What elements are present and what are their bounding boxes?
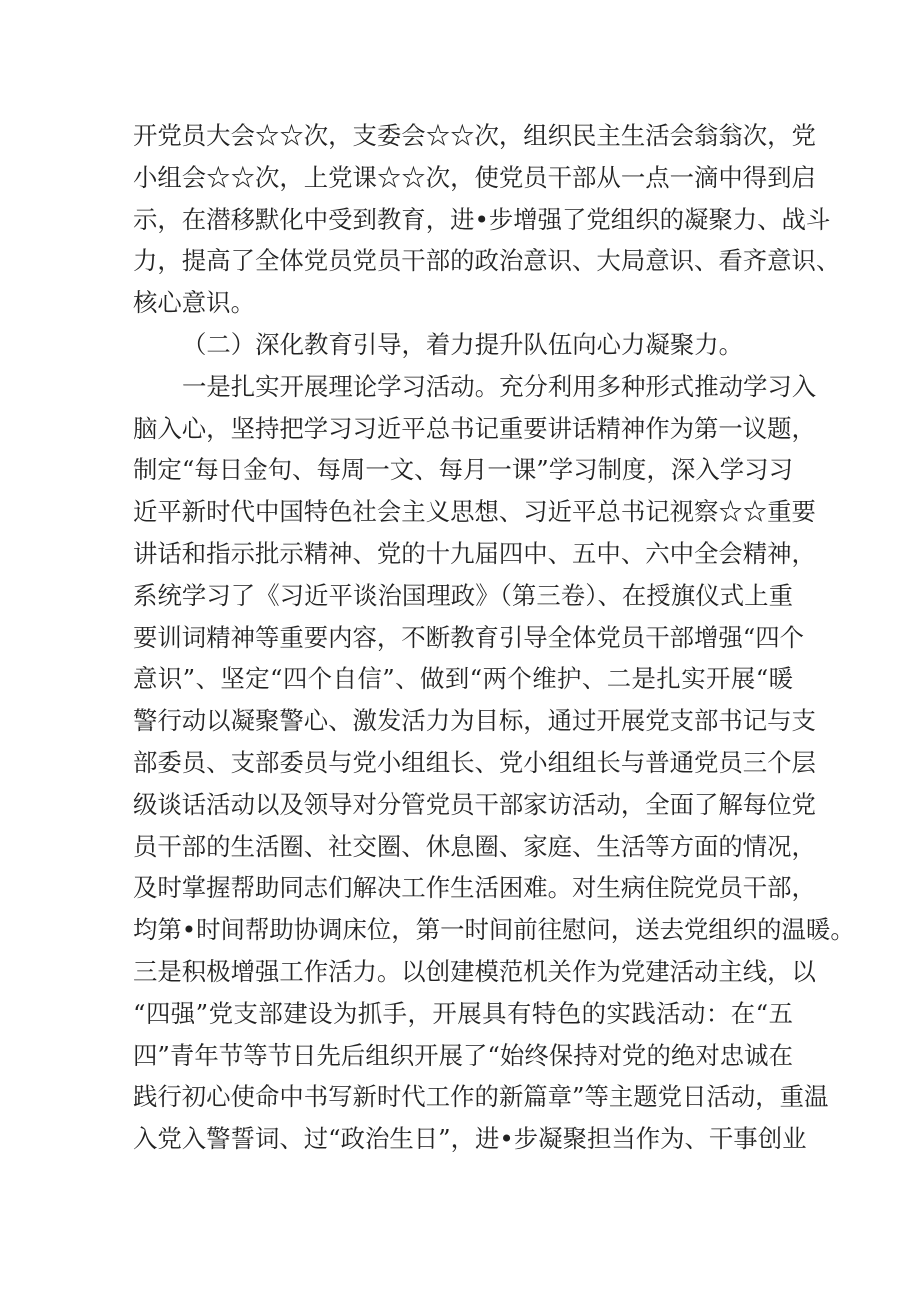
text-line: 四”青年节等节日先后组织开展了“始终保持对党的绝对忠诚在 xyxy=(133,1040,793,1070)
document-body xyxy=(133,115,855,1160)
text-line: 制定“每日金句、每周一文、每月一课”学习制度，深入学习习 xyxy=(133,455,793,485)
text-line: 及时掌握帮助同志们解决工作生活困难。对生病住院党员干部， xyxy=(133,873,816,903)
text-line: 近平新时代中国特色社会主义思想、习近平总书记视察☆☆重要 xyxy=(133,497,816,527)
text-line: “四强”党支部建设为抓手，开展具有特色的实践活动：在“五 xyxy=(133,998,793,1028)
text-line: 警行动以凝聚警心、激发活力为目标，通过开展党支部书记与支 xyxy=(133,706,816,736)
text-line: 意识”、坚定“四个自信”、做到“两个维护、二是扎实开展“暖 xyxy=(133,664,793,694)
text-line: 入党入警誓词、过“政治生日”，进•步凝聚担当作为、干事创业 xyxy=(133,1124,807,1154)
text-line: 要训词精神等重要内容，不断教育引导全体党员干部增强“四个 xyxy=(133,622,805,652)
text-line: 级谈话活动以及领导对分管党员干部家访活动，全面了解每位党 xyxy=(133,789,816,819)
text-line: 系统学习了《习近平谈治国理政》（第三卷）、在授旗仪式上重 xyxy=(133,580,793,610)
text-line: 讲话和指示批示精神、党的十九届四中、五中、六中全会精神， xyxy=(133,538,816,568)
text-line: 小组会☆☆次，上党课☆☆次，使党员干部从一点一滴中得到启 xyxy=(133,162,816,192)
text-line: 核心意识。 xyxy=(133,288,255,318)
text-line: 践行初心使命中书写新时代工作的新篇章”等主题党日活动，重温 xyxy=(133,1082,829,1112)
text-line: 开党员大会☆☆次，支委会☆☆次，组织民主生活会翁翁次，党 xyxy=(133,121,816,150)
text-line: 力，提高了全体党员党员干部的政治意识、大局意识、看齐意识、 xyxy=(133,246,841,276)
text-line: 脑入心，坚持把学习习近平总书记重要讲话精神作为第一议题， xyxy=(133,413,816,443)
text-line: 均第•时间帮助协调床位，第一时间前往慰问，送去党组织的温暖。 xyxy=(133,915,855,945)
text-line: 示，在潜移默化中受到教育，进•步增强了党组织的凝聚力、战斗 xyxy=(133,204,831,234)
text-line: 三是积极增强工作活力。以创建模范机关作为党建活动主线，以 xyxy=(133,956,816,986)
text-line: 部委员、支部委员与党小组组长、党小组组长与普通党员三个层 xyxy=(133,747,816,777)
text-line: 一是扎实开展理论学习活动。充分利用多种形式推动学习入 xyxy=(182,371,817,401)
section-heading: （二）深化教育引导，着力提升队伍向心力凝聚力。 xyxy=(182,329,743,359)
text-line: 员干部的生活圈、社交圈、休息圈、家庭、生活等方面的情况， xyxy=(133,831,816,861)
